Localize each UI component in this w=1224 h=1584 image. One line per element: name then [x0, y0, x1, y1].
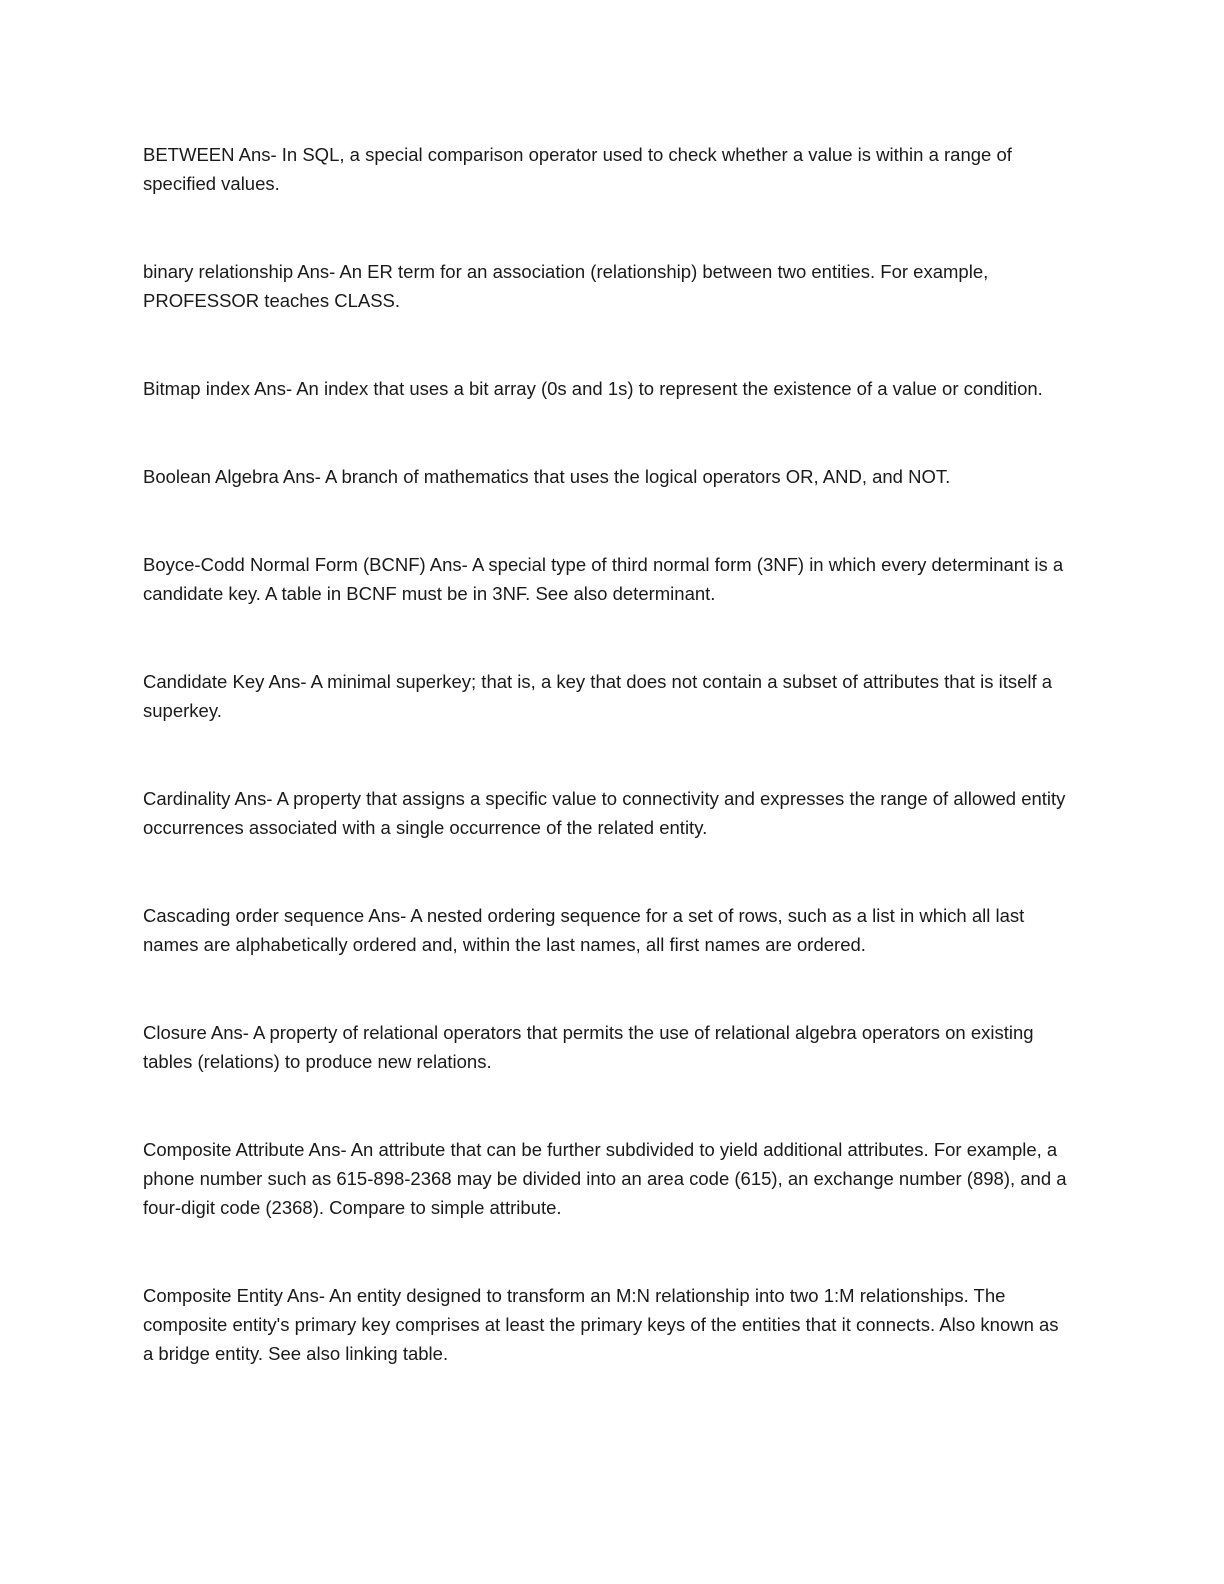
- glossary-list: [143, 140, 1073, 1368]
- glossary-entry-closure: Closure Ans- A property of relational operators that permits the use of relational algebra operators on existing tables (relations) to produce new relations.: [143, 1022, 1034, 1072]
- glossary-entry-binary-relationship: binary relationship Ans- An ER term for an association (relationship) between two entities. For example, PROFESSOR teaches CLASS.: [143, 261, 989, 311]
- glossary-entry-composite-entity: Composite Entity Ans- An entity designed to transform an M:N relationship into two 1:M relationships. The composite entity's primary key comprises at least the primary keys of the entities that it connects. Also known as a bridge entity. See also linking table.: [143, 1285, 1059, 1364]
- glossary-entry-cascading-order-sequence: Cascading order sequence Ans- A nested ordering sequence for a set of rows, such as a list in which all last names are alphabetically ordered and, within the last names, all first names are ordered.: [143, 905, 1025, 955]
- glossary-entry-bcnf: Boyce-Codd Normal Form (BCNF) Ans- A special type of third normal form (3NF) in which every determinant is a candidate key. A table in BCNF must be in 3NF. See also determinant.: [143, 554, 1064, 604]
- glossary-entry-candidate-key: Candidate Key Ans- A minimal superkey; that is, a key that does not contain a subset of attributes that is itself a superkey.: [143, 671, 1053, 721]
- glossary-entry-cardinality: Cardinality Ans- A property that assigns a specific value to connectivity and expresses the range of allowed entity occurrences associated with a single occurrence of the related entity.: [143, 788, 1066, 838]
- glossary-entry-boolean-algebra: Boolean Algebra Ans- A branch of mathematics that uses the logical operators OR, AND, and NOT.: [143, 466, 951, 487]
- glossary-entry-composite-attribute: Composite Attribute Ans- An attribute that can be further subdivided to yield additional attributes. For example, a phone number such as 615-898-2368 may be divided into an area code (615), an exchange number (898), and a four-digit code (2368). Compare to simple attribute.: [143, 1139, 1067, 1218]
- glossary-entry-bitmap-index: Bitmap index Ans- An index that uses a bit array (0s and 1s) to represent the existence of a value or condition.: [143, 378, 1043, 399]
- glossary-entry-between: BETWEEN Ans- In SQL, a special comparison operator used to check whether a value is within a range of specified values.: [143, 144, 1012, 194]
